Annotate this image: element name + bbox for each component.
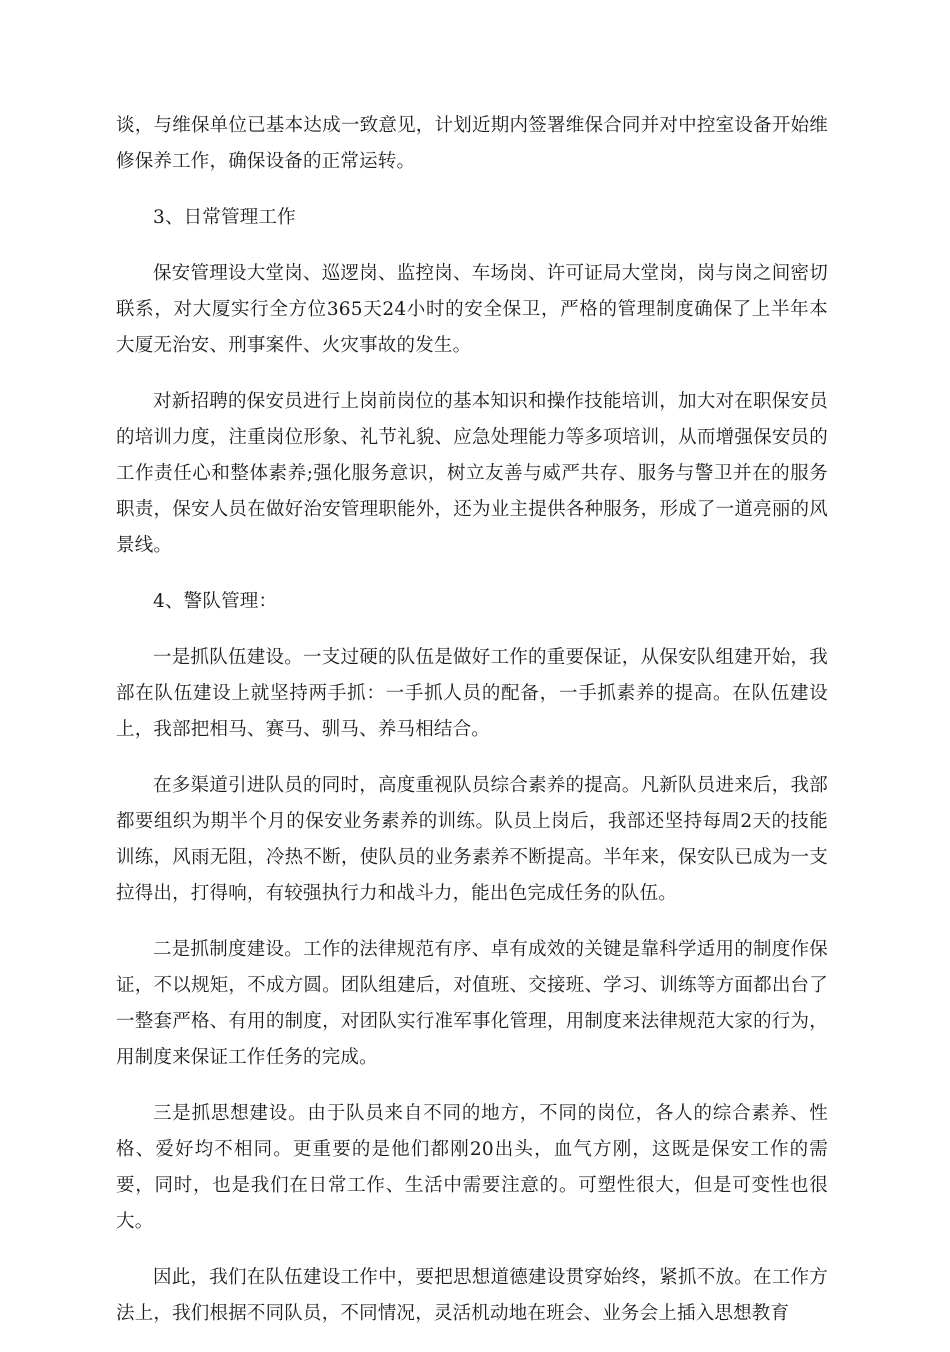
document-body xyxy=(116,108,828,1352)
paragraph-moral-education: 因此，我们在队伍建设工作中，要把思想道德建设贯穿始终，紧抓不放。在工作方法上，我们根据不同队员，不同情况，灵活机动地在班会、业务会上插入思想教育 xyxy=(116,1267,828,1324)
section-heading-team-management: 4、警队管理： xyxy=(153,591,278,612)
paragraph-training: 对新招聘的保安员进行上岗前岗位的基本知识和操作技能培训，加大对在职保安员的培训力度，注重岗位形象、礼节礼貌、应急处理能力等多项培训，从而增强保安员的工作责任心和整体素养;强化服务意识，树立友善与威严共存、服务与警卫并在的服务职责，保安人员在做好治安管理职能外，还为业主提供各种服务，形成了一道亮丽的风景线。 xyxy=(116,391,828,556)
paragraph-security-posts: 保安管理设大堂岗、巡逻岗、监控岗、车场岗、许可证局大堂岗，岗与岗之间密切联系，对大厦实行全方位365天24小时的安全保卫，严格的管理制度确保了上半年本大厦无治安、刑事案件、火灾事故的发生。 xyxy=(116,263,828,356)
section-heading-daily-management: 3、日常管理工作 xyxy=(153,207,296,228)
paragraph-quality-training: 在多渠道引进队员的同时，高度重视队员综合素养的提高。凡新队员进来后，我部都要组织为期半个月的保安业务素养的训练。队员上岗后，我部还坚持每周2天的技能训练，风雨无阻，冷热不断，使队员的业务素养不断提高。半年来，保安队已成为一支拉得出，打得响，有较强执行力和战斗力，能出色完成任务的队伍。 xyxy=(116,775,828,904)
paragraph-ideological-building: 三是抓思想建设。由于队员来自不同的地方，不同的岗位，各人的综合素养、性格、爱好均不相同。更重要的是他们都刚20出头，血气方刚，这既是保安工作的需要，同时，也是我们在日常工作、生活中需要注意的。可塑性很大，但是可变性也很大。 xyxy=(116,1103,828,1232)
paragraph-system-building: 二是抓制度建设。工作的法律规范有序、卓有成效的关键是靠科学适用的制度作保证，不以规矩，不成方圆。团队组建后，对值班、交接班、学习、训练等方面都出台了一整套严格、有用的制度，对团队实行准军事化管理，用制度来法律规范大家的行为，用制度来保证工作任务的完成。 xyxy=(116,939,828,1068)
paragraph-continuation: 谈，与维保单位已基本达成一致意见，计划近期内签署维保合同并对中控室设备开始维修保养工作，确保设备的正常运转。 xyxy=(116,115,828,172)
paragraph-team-building: 一是抓队伍建设。一支过硬的队伍是做好工作的重要保证，从保安队组建开始，我部在队伍建设上就坚持两手抓：一手抓人员的配备，一手抓素养的提高。在队伍建设上，我部把相马、赛马、驯马、养马相结合。 xyxy=(116,647,828,740)
